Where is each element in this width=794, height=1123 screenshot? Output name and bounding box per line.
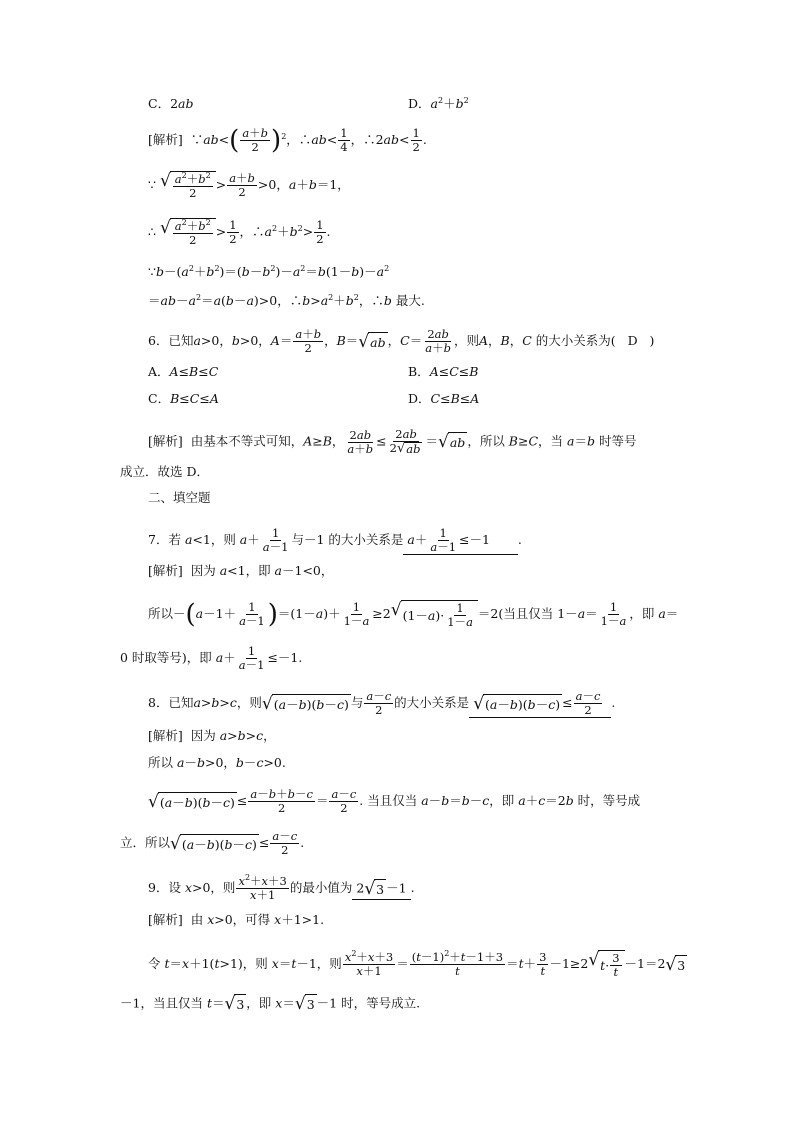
q8-analysis-line-1: [解析] 因为 a>b>c， (148, 728, 276, 743)
analysis-line-4: $\because b-(a^2+b^2)=(b-b^2)-a^2=b(1-b)-a^2$ (148, 263, 390, 279)
q8-analysis-line-3: √ ( a － b )( b － c ) ≤ $\frac{a-b+b-c}{2}$ ＝ $\frac{a-c}{2}$ . 当且仅当 a－b＝b－c，即 a＋c＝2b 时，等号成 (148, 787, 641, 815)
q9-analysis-line-2: 令 t＝x＋1(t>1)，则 x＝t－1，则 $\frac{x^2+x+3}{x+1}$ ＝ $\frac{(t-1)^2+t-1+3}{t}$ ＝t＋ $\frac{3}{t}$ －1≥2 √ t · $\frac{3}{t}$ －1＝2 √ 3 (148, 949, 686, 979)
q6-analysis-line-2: 成立．故选 D． (120, 464, 209, 479)
q9-analysis-line-3: －1，当且仅当 t＝ √ 3 ，即 x＝ √ 3 －1 时，等号成立. (120, 994, 421, 1014)
section-heading-fill-blank: 二、填空题 (148, 490, 211, 505)
q6-option-a: A．A≤B≤C (148, 364, 219, 379)
option-c-line: C．2ab (148, 96, 194, 111)
q6-option-b: B．A≤C≤B (408, 364, 479, 379)
q6-option-d: D．C≤B≤A (408, 391, 480, 406)
q7-analysis-line-1: [解析] 因为 a<1，即 a－1<0， (148, 563, 334, 578)
analysis-line-2: ∵ √ $\frac{a^2+b^2}{2}$ > $\frac{a+b}{2}$ >0，a＋b＝1， (148, 171, 350, 200)
q7-analysis-line-2: 所以－(a－1＋ $\frac{1}{a-1}$ )＝(1－a)＋ $\frac{1}{1-a}$ ≥2 √ (1－ a )· $\frac{1}{1-a}$ ＝2(当且仅当 1－a＝ $\frac{1}{1-a}$ ，即 a＝ (148, 599, 679, 630)
question-9: 9．设 x>0，则 $\frac{x^2+x+3}{x+1}$ 的最小值为 2 √ 3 －1 . (148, 873, 415, 902)
q7-analysis-line-3: 0 时取等号)，即 a＋ $\frac{1}{a-1}$ ≤－1. (120, 644, 303, 672)
q6-analysis-line-1: [解析] 由基本不等式可知，A≥B， $\frac{2ab}{a+b}$ ≤ 2ab 2 √ ab ＝ √ ab ，所以 B≥C，当 a＝b 时等号 (148, 427, 637, 456)
question-7: 7．若 a<1，则 a＋ $\frac{1}{a-1}$ 与－1 的大小关系是 a＋ $\frac{1}{a-1}$ ≤－1 . (148, 526, 522, 554)
q8-analysis-line-4: 立．所以 √ ( a － b )( b － c ) ≤ $\frac{a-c}{2}$ . (120, 829, 305, 857)
q8-analysis-line-2: 所以 a－b>0，b－c>0. (148, 755, 286, 770)
analysis-line-3: ∴ √ $\frac{a^2+b^2}{2}$ > $\frac{1}{2}$ ，$\therefore a^2+b^2>$ $\frac{1}{2}$ . (148, 218, 331, 247)
q9-analysis-line-1: [解析] 由 x>0，可得 x＋1>1. (148, 912, 325, 927)
option-d-line: D．$a^2+b^2$ (408, 95, 469, 111)
q6-option-c: C．B≤C≤A (148, 391, 219, 406)
question-6: 6．已知a>0，b>0，A＝ $\frac{a+b}{2}$ ，B＝ √ ab ，C＝ $\frac{2ab}{a+b}$ ，则A，B，C 的大小关系为( D ) (148, 327, 655, 355)
question-8: 8．已知a>b>c，则 √ ( a － b )( b － c ) 与 $\frac{a-c}{2}$ 的大小关系是 √ ( a － b )( b － c ) ≤ $\frac{a-c}{2}$ . (148, 689, 616, 717)
analysis-line-5: $=ab-a^2=a(b-a)>0$，$\therefore b>a^2+b^2$，∴b 最大. (148, 292, 425, 308)
analysis-line-1: [解析] ∵ab<( $\frac{a+b}{2}$ )$^2$，∴ab< $\frac{1}{4}$ ，∴2ab< $\frac{1}{2}$ . (148, 125, 427, 156)
